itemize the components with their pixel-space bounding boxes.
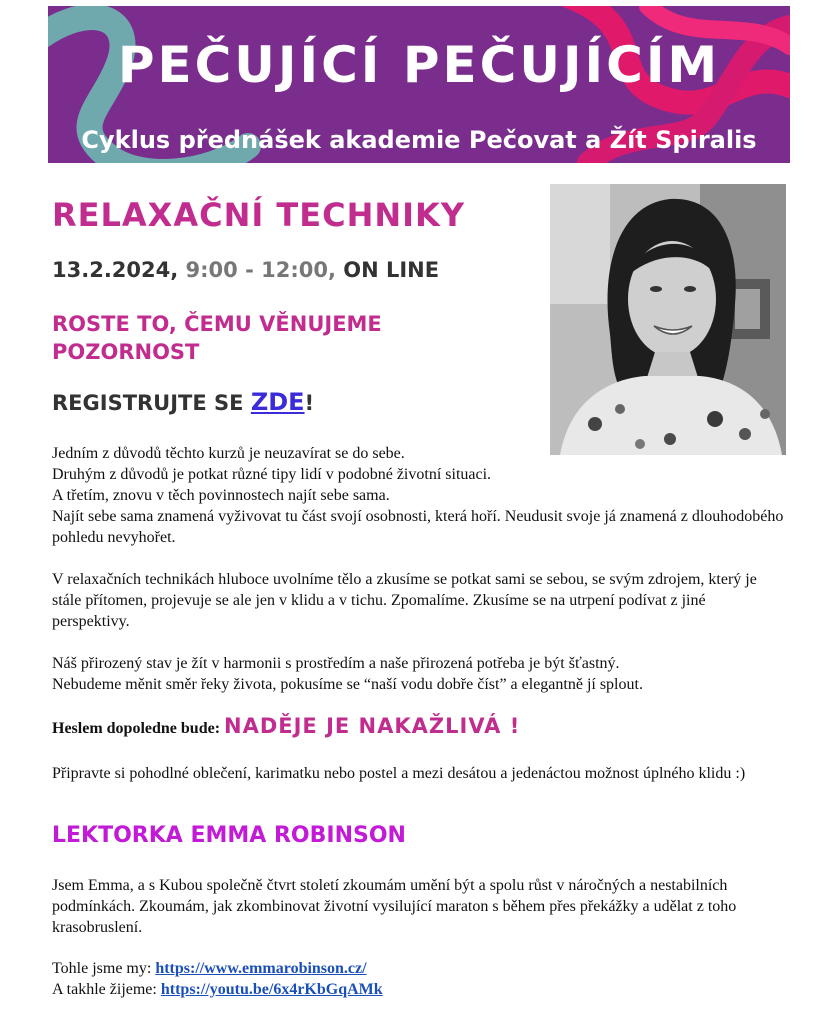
event-date: 13.2.2024,	[52, 258, 179, 282]
lecturer-bio: Jsem Emma, a s Kubou společně čtvrt století zkoumám umění být a spolu růst v náročných a nestabilních podmínkách. Zkoumám, jak zkombinovat životní vysilující maraton s během přes překážky a udělat z toho krasobruslení.	[52, 877, 737, 936]
links-block	[52, 958, 383, 1000]
registration-line	[52, 388, 314, 416]
event-mode: ON LINE	[343, 258, 440, 282]
intro-line: A třetím, znovu v těch povinnostech najít sebe sama.	[52, 487, 390, 504]
slogan-row	[52, 714, 520, 738]
relaxation-paragraph: V relaxačních technikách hluboce uvolníme tělo a zkusíme se potkat sami se sebou, se svým zdrojem, který je stále přítomen, projevuje se ale jen v klidu a v tichu. Zpomalíme. Zkusíme se na utrpení podívat z jiné perspektivy.	[52, 571, 757, 630]
lecturer-photo	[550, 184, 786, 455]
harmony-line: Náš přirozený stav je žít v harmonii s prostředím a naše přirozená potřeba je být šťastný.	[52, 655, 620, 672]
video-link[interactable]: https://youtu.be/6x4rKbGqAMk	[160, 981, 383, 998]
intro-paragraph	[52, 443, 787, 548]
event-title: RELAXAČNÍ TECHNIKY	[52, 196, 466, 234]
preparation-paragraph: Připravte si pohodlné oblečení, karimatku nebo postel a mezi desátou a jedenáctou možnost úplného klidu :)	[52, 765, 746, 782]
motto-heading: ROSTE TO, ČEMU VĚNUJEME POZORNOST	[52, 312, 382, 364]
intro-line: Druhým z důvodů je potkat různé tipy lidí v podobné životní situaci.	[52, 466, 492, 483]
slogan-label: Heslem dopoledne bude:	[52, 720, 221, 737]
event-time: 9:00 - 12:00,	[185, 258, 336, 282]
slogan-text: NADĚJE JE NAKAŽLIVÁ !	[224, 714, 521, 738]
register-exclamation: !	[304, 391, 315, 415]
banner-title: PEČUJÍCÍ PEČUJÍCÍM	[117, 36, 721, 94]
intro-line: Najít sebe sama znamená vyživovat tu část svojí osobnosti, která hoří. Neudusit svoje já znamená z dlouhodobého pohledu nevyhořet.	[52, 508, 784, 546]
event-datetime	[52, 258, 439, 282]
header-banner	[48, 6, 790, 163]
banner-subtitle: Cyklus přednášek akademie Pečovat a Žít Spiralis	[81, 126, 757, 154]
intro-line: Jedním z důvodů těchto kurzů je neuzavírat se do sebe.	[52, 445, 405, 462]
website-link[interactable]: https://www.emmarobinson.cz/	[155, 960, 367, 977]
harmony-paragraph	[52, 653, 787, 695]
lecturer-heading: LEKTORKA EMMA ROBINSON	[52, 823, 406, 848]
web-label: Tohle jsme my:	[52, 960, 152, 977]
harmony-line: Nebudeme měnit směr řeky života, pokusíme se “naší vodu dobře číst” a elegantně jí splout.	[52, 676, 643, 693]
register-text: REGISTRUJTE SE	[52, 391, 244, 415]
register-link[interactable]: ZDE	[250, 388, 305, 416]
video-label: A takhle žijeme:	[52, 981, 157, 998]
